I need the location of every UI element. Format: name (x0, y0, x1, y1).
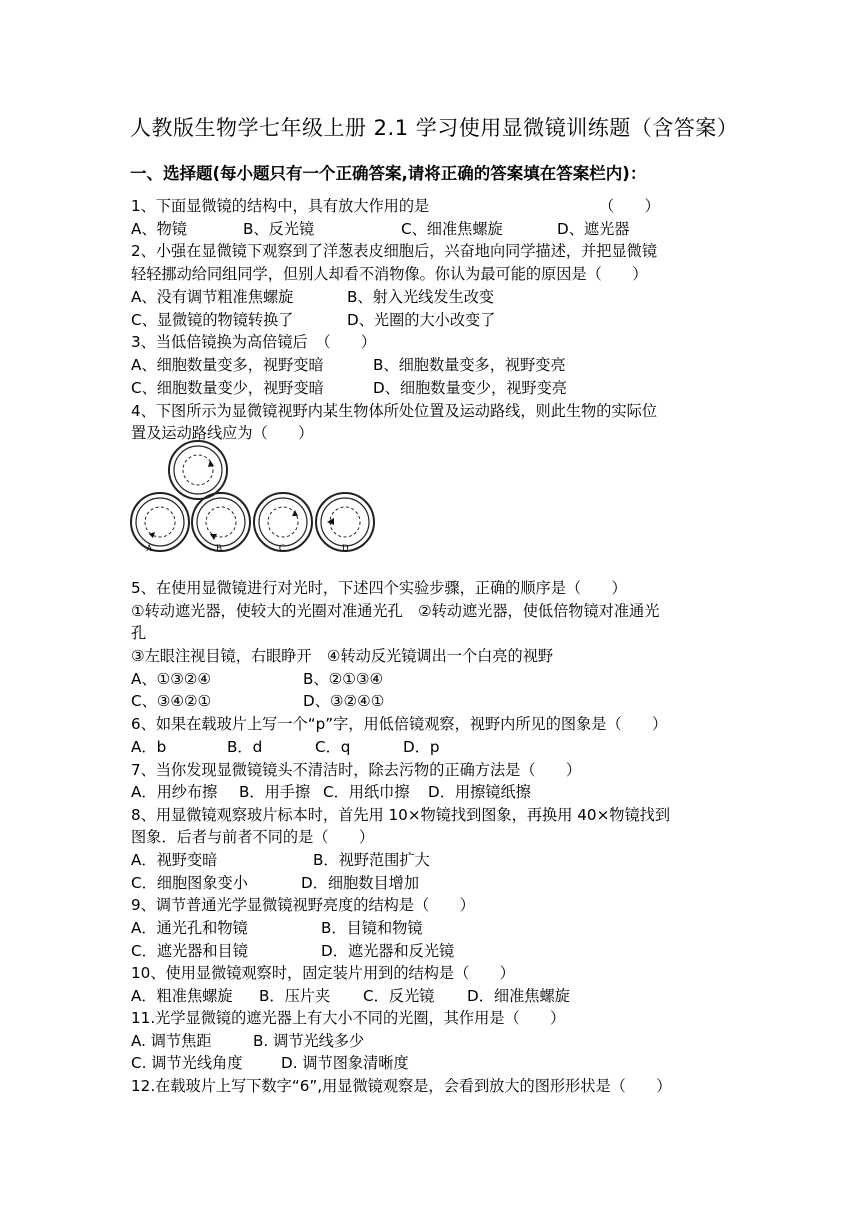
q1-answer-blank: （ ） (599, 197, 660, 215)
q8-option-d: D．细胞数目增加 (301, 874, 420, 892)
q5-option-d: D、③②④① (303, 692, 385, 710)
q5-stem: 5、在使用显微镜进行对光时，下述四个实验步骤，正确的顺序是（ ） (131, 579, 627, 597)
q3-option-b: B、细胞数量变多，视野变亮 (373, 356, 566, 374)
q9-option-c: C．遮光器和目镜 (131, 942, 248, 960)
q8-stem-line-2: 图象．后者与前者不同的是（ ） (131, 828, 374, 846)
q7-option-b: B．用手擦 (239, 783, 311, 801)
q1-stem-line (131, 196, 660, 216)
field-option-a (131, 493, 189, 551)
q6-option-c: C．q (315, 738, 351, 756)
q2-option-a: A、没有调节粗准焦螺旋 (131, 288, 294, 306)
document-title: 人教版生物学七年级上册 2.1 学习使用显微镜训练题（含答案） (130, 116, 739, 140)
section-heading: 一、选择题(每小题只有一个正确答案,请将正确的答案填在答案栏内)： (130, 164, 647, 183)
figure-label-a: A (146, 543, 153, 552)
q9-option-d: D．遮光器和反光镜 (321, 942, 455, 960)
q10-option-a: A．粗准焦螺旋 (131, 987, 233, 1005)
q4-stem-line-2: 置及运动路线应为（ ） (131, 424, 314, 442)
q6-option-d: D．p (403, 738, 440, 756)
q7-option-a: A．用纱布擦 (131, 783, 218, 801)
q5-steps-line-1: ①转动遮光器，使较大的光圈对准通光孔 ②转动遮光器，使低倍物镜对准通光 (131, 602, 660, 620)
q10-option-b: B．压片夹 (259, 987, 331, 1005)
q8-option-c: C．细胞图象变小 (131, 874, 248, 892)
q5-steps-line-3: ③左眼注视目镜，右眼睁开 ④转动反光镜调出一个白亮的视野 (131, 647, 554, 665)
q3-option-a: A、细胞数量变多，视野变暗 (131, 356, 324, 374)
q1-stem: 1、下面显微镜的结构中，具有放大作用的是 (131, 197, 430, 215)
q9-option-a: A．通光孔和物镜 (131, 919, 248, 937)
q10-option-d: D．细准焦螺旋 (467, 987, 570, 1005)
figure-label-b: B (216, 543, 223, 552)
q6-stem: 6、如果在载玻片上写一个“p”字，用低倍镜观察，视野内所见的图象是（ ） (131, 715, 668, 733)
q1-option-c: C、细准焦螺旋 (401, 220, 503, 238)
q7-option-d: D．用擦镜纸擦 (428, 783, 531, 801)
q1-option-a: A、物镜 (131, 220, 187, 238)
q10-option-c: C．反光镜 (363, 987, 435, 1005)
q6-option-b: B．d (227, 738, 263, 756)
q3-stem: 3、当低倍镜换为高倍镜后 （ ） (131, 333, 377, 351)
figure-label-d: D (342, 543, 349, 552)
q9-option-b: B．目镜和物镜 (321, 919, 423, 937)
q5-option-a: A、①③②④ (131, 670, 212, 688)
q2-option-b: B、射入光线发生改变 (347, 288, 495, 306)
q1-option-b: B、反光镜 (243, 220, 315, 238)
q11-option-a: A. 调节焦距 (131, 1032, 212, 1050)
q2-option-d: D、光圈的大小改变了 (347, 311, 496, 329)
microscope-field-figure (130, 440, 395, 552)
q4-stem-line-1: 4、下图所示为显微镜视野内某生物体所处位置及运动路线，则此生物的实际位 (131, 402, 658, 420)
q9-stem: 9、调节普通光学显微镜视野亮度的结构是（ ） (131, 896, 475, 914)
q7-stem: 7、当你发现显微镜镜头不清洁时，除去污物的正确方法是（ ） (131, 761, 582, 779)
q2-stem-line-1: 2、小强在显微镜下观察到了洋葱表皮细胞后，兴奋地向同学描述，并把显微镜 (131, 242, 658, 260)
organism-mark (208, 460, 214, 467)
q2-option-c: C、显微镜的物镜转换了 (131, 311, 294, 329)
q11-option-d: D. 调节图象清晰度 (281, 1054, 409, 1072)
q5-steps-line-2: 孔 (131, 624, 147, 642)
q3-option-c: C、细胞数量变少，视野变暗 (131, 379, 324, 397)
q1-option-d: D、遮光器 (557, 220, 630, 238)
q10-stem: 10、使用显微镜观察时，固定装片用到的结构是（ ） (131, 964, 515, 982)
q5-option-b: B、②①③④ (303, 670, 384, 688)
figure-label-c: C (279, 543, 286, 552)
q8-stem-line-1: 8、用显微镜观察玻片标本时，首先用 10×物镜找到图象，再换用 40×物镜找到 (131, 806, 671, 824)
q5-option-c: C、③④②① (131, 692, 212, 710)
q11-option-c: C. 调节光线角度 (131, 1054, 243, 1072)
q3-option-d: D、细胞数量变少，视野变亮 (373, 379, 567, 397)
observed-field-circle (169, 441, 227, 499)
q11-option-b: B. 调节光线多少 (253, 1032, 365, 1050)
q7-option-c: C．用纸巾擦 (323, 783, 410, 801)
q12-stem: 12.在载玻片上写下数字“6”,用显微镜观察是，会看到放大的图形形状是（ ） (131, 1077, 672, 1095)
q6-option-a: A．b (131, 738, 167, 756)
q11-stem: 11.光学显微镜的遮光器上有大小不同的光圈，其作用是（ ） (131, 1009, 566, 1027)
q2-stem-line-2: 轻轻挪动给同组同学，但别人却看不消物像。你认为最可能的原因是（ ） (131, 265, 648, 283)
q8-option-b: B．视野范围扩大 (313, 851, 430, 869)
q8-option-a: A．视野变暗 (131, 851, 218, 869)
